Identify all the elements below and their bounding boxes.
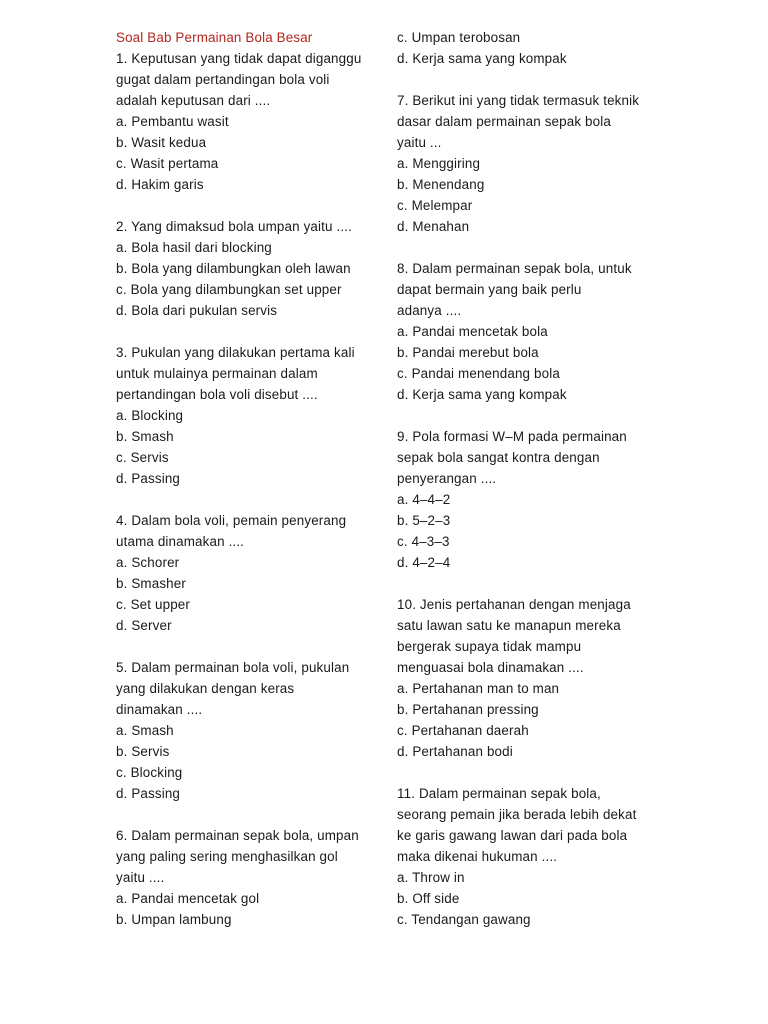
question-spacer [397,762,659,783]
answer-option: b. Off side [397,891,460,906]
answer-option: b. Menendang [397,177,485,192]
left-column [116,27,378,930]
question-text: 7. Berikut ini yang tidak termasuk teknik [397,93,640,108]
question-block [116,825,378,930]
answer-option: b. Bola yang dilambungkan oleh lawan [116,261,351,276]
answer-option: b. Wasit kedua [116,135,207,150]
question-text: maka dikenai hukuman .... [397,849,558,864]
answer-option: d. Hakim garis [116,177,204,192]
question-text: 5. Dalam permainan bola voli, pukulan [116,660,350,675]
question-text: seorang pemain jika berada lebih dekat [397,807,637,822]
answer-option: b. Smasher [116,576,186,591]
question-text: penyerangan .... [397,471,497,486]
question-text: 1. Keputusan yang tidak dapat diganggu [116,51,362,66]
question-text: dinamakan .... [116,702,203,717]
answer-option: c. Pertahanan daerah [397,723,529,738]
question-spacer [116,489,378,510]
question-block [397,258,659,405]
answer-option: a. Pembantu wasit [116,114,229,129]
question-text: 9. Pola formasi W–M pada permainan [397,429,627,444]
question-text: satu lawan satu ke manapun mereka [397,618,621,633]
question-text: dasar dalam permainan sepak bola [397,114,611,129]
question-block [397,783,659,930]
answer-option: d. Pertahanan bodi [397,744,513,759]
question-text: yaitu ... [397,135,442,150]
answer-option: c. Wasit pertama [116,156,219,171]
answer-option: a. Pandai mencetak bola [397,324,548,339]
question-spacer [397,69,659,90]
answer-option: a. Pandai mencetak gol [116,891,260,906]
question-block [116,657,378,804]
answer-option: c. Pandai menendang bola [397,366,560,381]
answer-option: a. Schorer [116,555,180,570]
question-text: yang paling sering menghasilkan gol [116,849,338,864]
question-text: utama dinamakan .... [116,534,245,549]
answer-option: c. Set upper [116,597,191,612]
question-spacer [116,636,378,657]
answer-option: c. Bola yang dilambungkan set upper [116,282,342,297]
question-6-continued-options [397,27,659,69]
answer-option: a. 4–4–2 [397,492,451,507]
answer-option: b. Smash [116,429,174,444]
answer-option: a. Pertahanan man to man [397,681,560,696]
answer-option: d. Passing [116,471,181,486]
page-title: Soal Bab Permainan Bola Besar [116,30,313,45]
question-text: untuk mulainya permainan dalam [116,366,318,381]
answer-option: a. Throw in [397,870,465,885]
question-block [397,594,659,762]
answer-option: d. Menahan [397,219,470,234]
answer-option: a. Bola hasil dari blocking [116,240,272,255]
question-text: 3. Pukulan yang dilakukan pertama kali [116,345,355,360]
answer-option: d. Bola dari pukulan servis [116,303,278,318]
answer-option: c. Blocking [116,765,183,780]
question-text: ke garis gawang lawan dari pada bola [397,828,628,843]
question-text: sepak bola sangat kontra dengan [397,450,600,465]
question-block [116,510,378,636]
question-spacer [397,405,659,426]
answer-option: b. Umpan lambung [116,912,232,927]
question-text: bergerak supaya tidak mampu [397,639,582,654]
question-text: yaitu .... [116,870,165,885]
answer-option: c. Servis [116,450,169,465]
answer-option: d. Passing [116,786,181,801]
question-text: 8. Dalam permainan sepak bola, untuk [397,261,632,276]
answer-option: d. 4–2–4 [397,555,451,570]
question-block [397,426,659,573]
question-spacer [397,573,659,594]
answer-option: c. Melempar [397,198,473,213]
question-block [116,216,378,321]
question-spacer [116,195,378,216]
question-text: menguasai bola dinamakan .... [397,660,584,675]
question-block [116,48,378,195]
answer-option: b. Servis [116,744,170,759]
question-text: gugat dalam pertandingan bola voli [116,72,330,87]
answer-option: a. Blocking [116,408,184,423]
question-text: adalah keputusan dari .... [116,93,271,108]
question-text: 4. Dalam bola voli, pemain penyerang [116,513,347,528]
answer-option: d. Kerja sama yang kompak [397,387,567,402]
right-column [397,27,659,930]
answer-option: a. Menggiring [397,156,481,171]
question-spacer [116,804,378,825]
question-block [116,342,378,489]
question-text: 6. Dalam permainan sepak bola, umpan [116,828,359,843]
question-spacer [397,237,659,258]
answer-option: b. Pertahanan pressing [397,702,539,717]
question-text: 10. Jenis pertahanan dengan menjaga [397,597,631,612]
answer-option: a. Smash [116,723,174,738]
answer-option: d. Kerja sama yang kompak [397,51,567,66]
question-text: dapat bermain yang baik perlu [397,282,582,297]
question-text: yang dilakukan dengan keras [116,681,295,696]
question-text: 11. Dalam permainan sepak bola, [397,786,601,801]
answer-option: b. Pandai merebut bola [397,345,539,360]
answer-option: b. 5–2–3 [397,513,451,528]
question-block [397,90,659,237]
question-text: 2. Yang dimaksud bola umpan yaitu .... [116,219,352,234]
answer-option: c. Umpan terobosan [397,30,521,45]
question-text: adanya .... [397,303,462,318]
answer-option: d. Server [116,618,172,633]
answer-option: c. 4–3–3 [397,534,450,549]
question-text: pertandingan bola voli disebut .... [116,387,318,402]
answer-option: c. Tendangan gawang [397,912,531,927]
question-spacer [116,321,378,342]
